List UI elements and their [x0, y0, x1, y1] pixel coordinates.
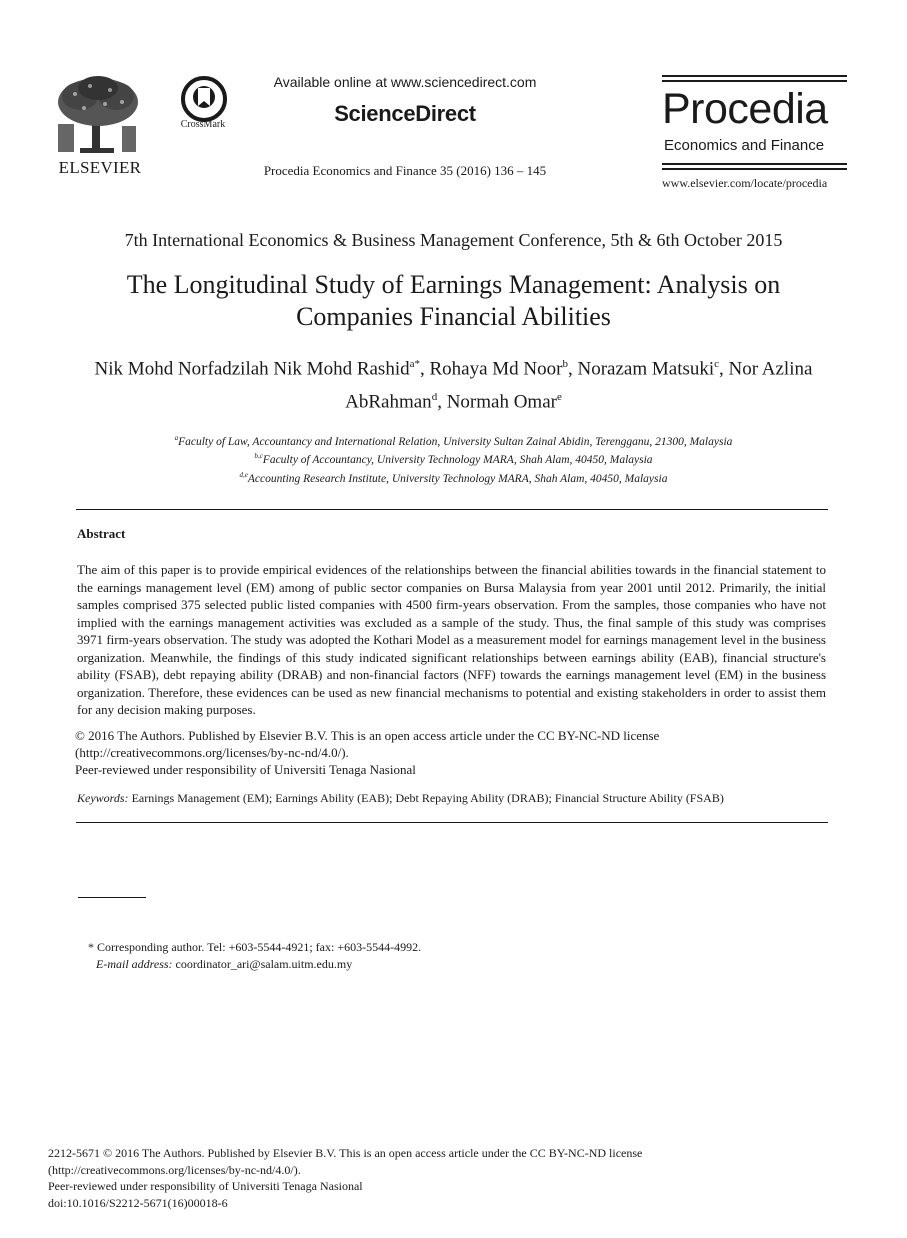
email-line [96, 957, 352, 972]
abstract-rule-bottom [76, 822, 828, 823]
crossmark-label: CrossMark [180, 119, 226, 130]
abstract-body: The aim of this paper is to provide empirical evidences of the relationships between the financial abilities towards in the financial statement to the earnings management level (EM) among of public sector companies on Bursa Malaysia from year 2001 until 2012. Primarily, the initial samples comprised 375 selected public listed companies with 4500 firm-years observation. From the samples, those companies who have not implied with the earnings management activities was excluded as a sample of the study. Thus, the final sample of this study was comprises 3971 firm-years observation. The study was adopted the Kothari Model as a measurement model for earnings management level in the business organization. Meanwhile, the findings of this study indicated significant relationships between earnings ability (EAB), financial structure's ability (FSAB), debt repaying ability (DRAB) and non-financial factors (NFF) towards the earnings management level (EM) in the business organization. Therefore, these evidences can be used as new financial mechanisms to potential and existing stakeholders in order to assist them for any decision making purposes. [77, 562, 826, 717]
author-name: , Nor Azlina AbRahman [345, 358, 813, 413]
license-link[interactable]: (http://creativecommons.org/licenses/by-nc-nd/4.0/). [75, 745, 349, 760]
peer-review-line: Peer-reviewed under responsibility of Universiti Tenaga Nasional [75, 762, 416, 777]
procedia-logo: Procedia [662, 85, 828, 133]
email-address[interactable]: coordinator_ari@salam.uitm.edu.my [172, 957, 353, 971]
email-label: E-mail address: [96, 957, 173, 971]
author-sup: e [556, 391, 562, 404]
issn-license-line: 2212-5671 © 2016 The Authors. Published by Elsevier B.V. This is an open access article under the CC BY-NC-ND license [48, 1146, 643, 1160]
keywords [77, 791, 827, 806]
author-list [60, 350, 847, 417]
affiliation-line [40, 468, 867, 486]
abstract-heading: Abstract [77, 526, 126, 541]
title-line-1: The Longitudinal Study of Earnings Management: Analysis on [126, 270, 781, 299]
paper-title [60, 269, 847, 333]
affiliation-text: Faculty of Accountancy, University Technology MARA, Shah Alam, 40450, Malaysia [262, 454, 653, 467]
procedia-rule-bottom-1 [662, 163, 847, 165]
doi[interactable]: doi:10.1016/S2212-5671(16)00018-6 [48, 1195, 228, 1210]
affiliation-text: Faculty of Law, Accountancy and International Relation, University Sultan Zainal Abidin, Terengganu, 21300, Malaysia [178, 435, 733, 448]
author-name: , Normah Omar [437, 391, 557, 413]
author-sup: b [562, 358, 568, 370]
bottom-license-link[interactable]: (http://creativecommons.org/licenses/by-nc-nd/4.0/). [48, 1162, 301, 1177]
license-line: © 2016 The Authors. Published by Elsevier B.V. This is an open access article under the CC BY-NC-ND license [75, 728, 660, 743]
license-notice [75, 727, 775, 778]
author-name: , Rohaya Md Noor [420, 358, 563, 380]
corresponding-author: * Corresponding author. Tel: +603-5544-4921; fax: +603-5544-4992. [88, 940, 422, 954]
affiliation-line [40, 431, 867, 449]
author-name: Nik Mohd Norfadzilah Nik Mohd Rashid [94, 358, 410, 380]
keywords-label: Keywords: [77, 791, 129, 805]
available-online[interactable]: Available online at www.sciencedirect.com [273, 74, 537, 90]
crossmark-icon[interactable] [181, 76, 227, 122]
publisher-name: ELSEVIER [58, 158, 142, 177]
procedia-subtitle: Economics and Finance [664, 137, 825, 154]
journal-citation: Procedia Economics and Finance 35 (2016) 136 – 145 [263, 163, 547, 178]
author-sup: a* [409, 358, 420, 370]
author-name: , Norazam Matsuki [567, 358, 715, 380]
title-line-2: Companies Financial Abilities [296, 302, 611, 331]
affiliation-sup: d,e [239, 470, 248, 479]
affiliation-text: Accounting Research Institute, University Technology MARA, Shah Alam, 40450, Malaysia [247, 472, 668, 485]
conference-name: 7th International Economics & Business Management Conference, 5th & 6th October 2015 [124, 230, 783, 250]
footnote-rule [78, 897, 146, 898]
affiliation-line [40, 449, 867, 467]
affiliation-sup: b,c [254, 452, 263, 461]
keywords-text: Earnings Management (EM); Earnings Ability (EAB); Debt Repaying Ability (DRAB); Financial Structure Ability (FSAB) [128, 791, 724, 805]
elsevier-tree-logo [50, 74, 146, 160]
author-sup: c [714, 358, 720, 370]
abstract-rule-top [76, 509, 828, 510]
affiliation-sup: a [174, 434, 179, 442]
sciencedirect-logo: ScienceDirect [334, 101, 476, 126]
procedia-rule-top-1 [662, 75, 847, 77]
bottom-peer-review: Peer-reviewed under responsibility of Universiti Tenaga Nasional [48, 1179, 363, 1193]
author-sup: d [431, 391, 438, 404]
procedia-rule-bottom-2 [662, 168, 847, 170]
procedia-url[interactable]: www.elsevier.com/locate/procedia [662, 176, 828, 190]
bottom-notice [48, 1145, 868, 1211]
procedia-rule-top-2 [662, 80, 847, 82]
affiliations [40, 431, 867, 486]
